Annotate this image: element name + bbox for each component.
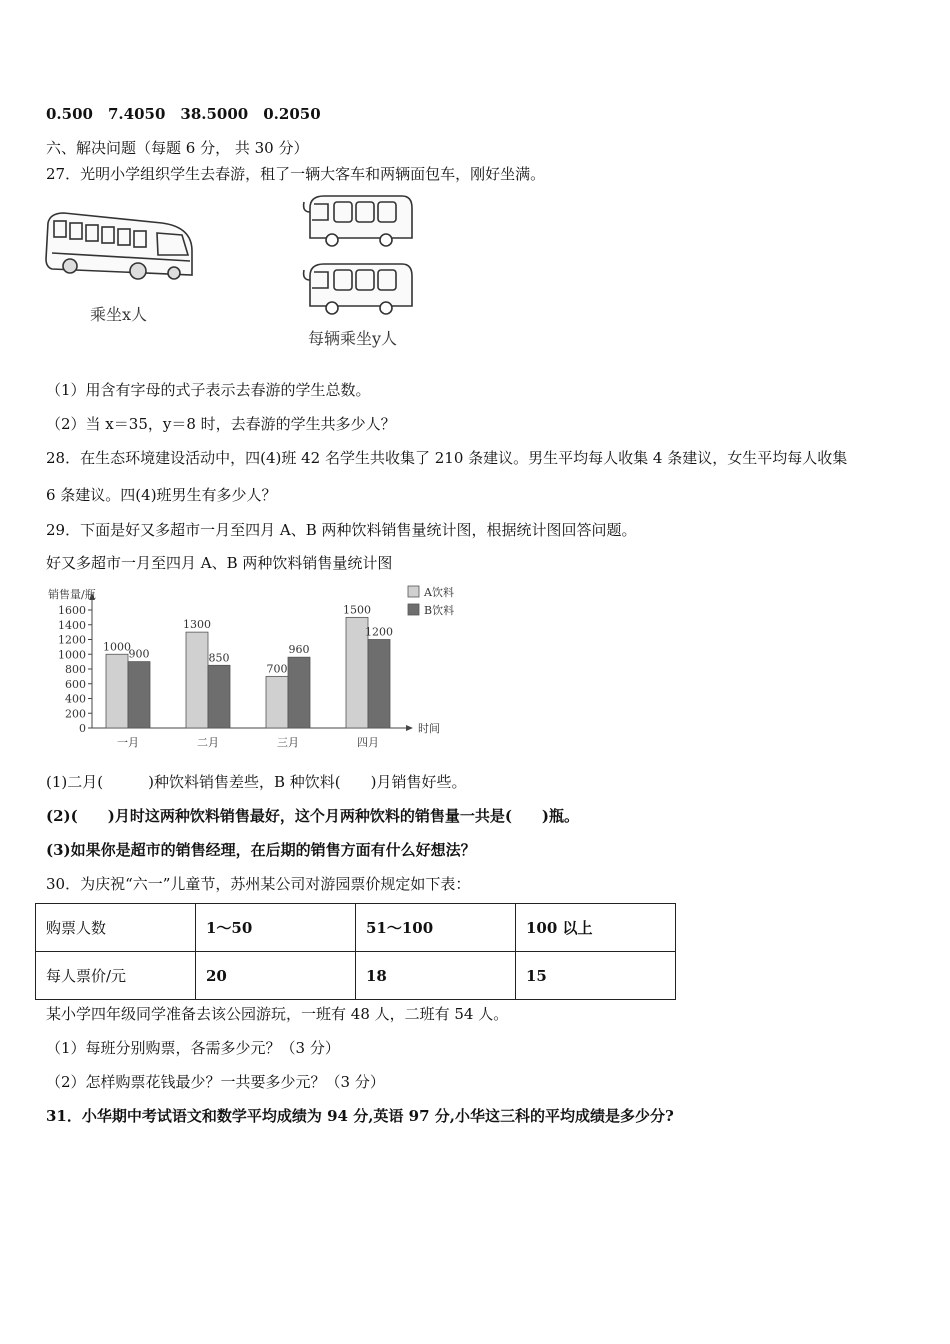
question-31: 31．小华期中考试语文和数学平均成绩为 94 分,英语 97 分,小华这三科的平均成绩是多少分? <box>46 1107 674 1125</box>
table-cell: 100 以上 <box>516 904 676 952</box>
bar-value-label: 1200 <box>365 625 393 639</box>
bar-value-label: 1300 <box>183 618 211 632</box>
question-27: 27．光明小学组织学生去春游，租了一辆大客车和两辆面包车，刚好坐满。 <box>46 165 546 183</box>
question-29: 29．下面是好又多超市一月至四月 A、B 两种饮料销售量统计图，根据统计图回答问题。 <box>46 521 637 539</box>
bar-value-label: 960 <box>288 643 310 657</box>
category-label: 一月 <box>117 736 139 749</box>
bar-value-label: 1000 <box>103 640 131 654</box>
legend-swatch <box>408 604 419 615</box>
category-label: 二月 <box>197 736 219 749</box>
bar-b <box>368 640 390 729</box>
y-tick-label: 0 <box>79 722 86 735</box>
table-row <box>36 952 676 1000</box>
bar-value-label: 1500 <box>343 603 371 617</box>
section-heading: 六、解决问题（每题 6 分， 共 30 分） <box>46 139 309 157</box>
van-illustration-2 <box>298 258 418 320</box>
bus-caption: 乘坐x人 <box>90 305 148 324</box>
q27-sub2: （2）当 x＝35，y＝8 时，去春游的学生共多少人？ <box>46 415 396 433</box>
table-cell: 18 <box>356 952 516 1000</box>
bar-b <box>288 657 310 728</box>
question-30: 30．为庆祝“六一”儿童节，苏州某公司对游园票价规定如下表： <box>46 875 471 893</box>
bar-a <box>186 632 208 728</box>
y-tick-label: 800 <box>65 663 86 676</box>
x-axis-label: 时间 <box>418 722 440 735</box>
bar-value-label: 700 <box>266 662 288 676</box>
y-tick-label: 1000 <box>58 648 86 662</box>
x-axis-arrow <box>406 725 413 731</box>
y-tick-label: 600 <box>65 677 86 691</box>
bar-b <box>128 662 150 728</box>
sales-bar-chart <box>40 580 480 755</box>
legend-swatch <box>408 586 419 597</box>
q30-sub1: （1）每班分别购票，各需多少元？（3 分） <box>46 1039 340 1057</box>
question-28-line1: 28．在生态环境建设活动中，四(4)班 42 名学生共收集了 210 条建议。男生平均每人收集 4 条建议，女生平均每人收集 <box>46 449 848 467</box>
category-label: 四月 <box>357 736 379 749</box>
q29-sub3: (3)如果你是超市的销售经理，在后期的销售方面有什么好想法？ <box>46 841 476 859</box>
y-tick-label: 1200 <box>58 633 86 647</box>
table-cell: 51～100 <box>356 904 516 952</box>
y-axis-label: 销售量/瓶 <box>48 588 96 601</box>
y-tick-label: 1600 <box>58 604 86 617</box>
table-cell: 每人票价/元 <box>36 952 196 1000</box>
bar-value-label: 900 <box>128 647 150 661</box>
y-tick-label: 400 <box>65 692 86 706</box>
table-cell: 1～50 <box>196 904 356 952</box>
van-caption: 每辆乘坐y人 <box>308 329 398 348</box>
top-numbers: 0.500 7.4050 38.5000 0.2050 <box>46 105 321 123</box>
ticket-price-table <box>35 903 676 1000</box>
y-tick-label: 200 <box>65 707 86 721</box>
category-label: 三月 <box>277 736 299 749</box>
chart-heading: 好又多超市一月至四月 A、B 两种饮料销售量统计图 <box>46 554 393 572</box>
q27-sub1: （1）用含有字母的式子表示去春游的学生总数。 <box>46 381 371 399</box>
legend-label: B饮料 <box>424 604 455 617</box>
bar-a <box>266 676 288 728</box>
van-illustration <box>298 190 418 252</box>
bar-a <box>106 654 128 728</box>
bar-b <box>208 665 230 728</box>
table-cell: 20 <box>196 952 356 1000</box>
legend-label: A饮料 <box>424 586 454 599</box>
q30-after: 某小学四年级同学准备去该公园游玩，一班有 48 人，二班有 54 人。 <box>46 1005 509 1023</box>
table-cell: 购票人数 <box>36 904 196 952</box>
table-cell: 15 <box>516 952 676 1000</box>
q29-sub1: (1)二月( )种饮料销售差些，B 种饮料( )月销售好些。 <box>46 773 467 791</box>
q30-sub2: （2）怎样购票花钱最少？一共要多少元？（3 分） <box>46 1073 385 1091</box>
bar-value-label: 850 <box>208 651 230 665</box>
y-tick-label: 1400 <box>58 618 86 632</box>
q29-sub2: (2)( )月时这两种饮料销售最好，这个月两种饮料的销售量一共是( )瓶。 <box>46 807 580 825</box>
question-28-line2: 6 条建议。四(4)班男生有多少人？ <box>46 486 277 504</box>
table-row <box>36 904 676 952</box>
